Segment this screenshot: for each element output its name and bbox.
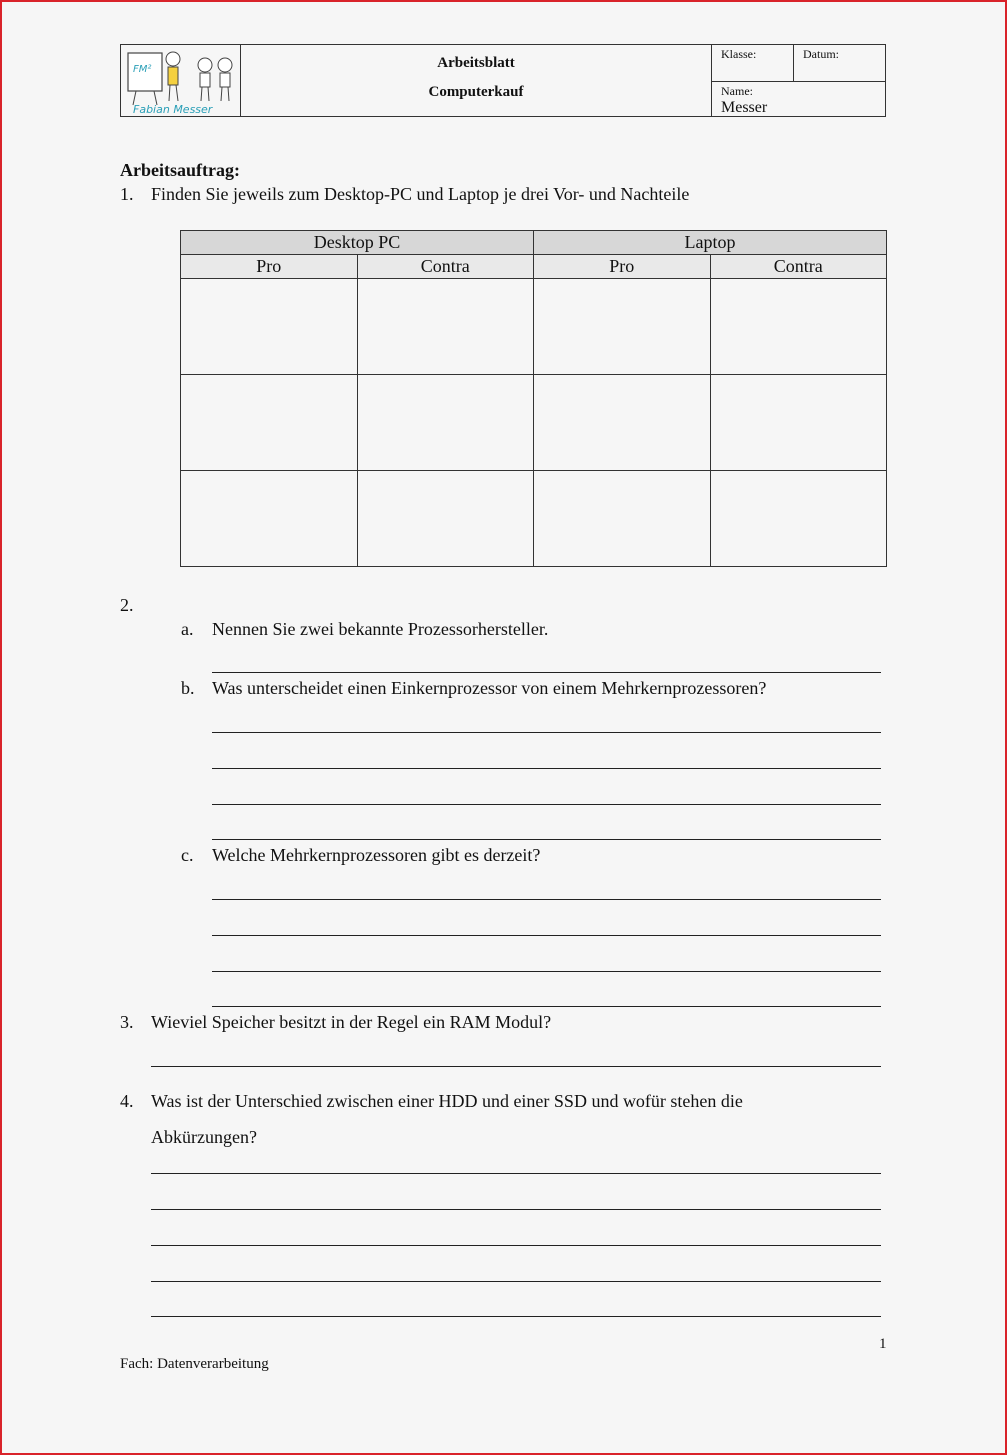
- answer-line[interactable]: [212, 899, 881, 900]
- answer-line[interactable]: [212, 672, 881, 673]
- question-1-text: Finden Sie jeweils zum Desktop-PC und Laptop je drei Vor- und Nachteile: [151, 184, 690, 204]
- answer-line[interactable]: [151, 1209, 881, 1210]
- answer-cell[interactable]: [534, 471, 711, 567]
- answer-line[interactable]: [151, 1245, 881, 1246]
- question-1-number: 1.: [120, 184, 134, 204]
- question-3-text: Wieviel Speicher besitzt in der Regel ein RAM Modul?: [151, 1012, 552, 1032]
- question-1: [120, 184, 689, 205]
- question-3: [120, 1012, 551, 1033]
- answer-cell[interactable]: [534, 279, 711, 375]
- answer-line[interactable]: [151, 1173, 881, 1174]
- column-header-desktop-contra: Contra: [357, 255, 534, 279]
- logo-text: Fabian Messer: [133, 103, 213, 116]
- group-header-desktop: Desktop PC: [181, 231, 534, 255]
- name-field[interactable]: [712, 82, 885, 116]
- answer-cell[interactable]: [181, 471, 358, 567]
- title-cell: [241, 45, 712, 116]
- answer-line[interactable]: [212, 971, 881, 972]
- datum-field[interactable]: [794, 45, 885, 82]
- question-2c-text: Welche Mehrkernprozessoren gibt es derzeit?: [212, 845, 541, 865]
- question-2a: [181, 619, 548, 640]
- column-header-desktop-pro: Pro: [181, 255, 358, 279]
- column-header-laptop-pro: Pro: [534, 255, 711, 279]
- answer-line[interactable]: [212, 935, 881, 936]
- question-2c-label: c.: [181, 845, 194, 865]
- logo: [121, 45, 241, 116]
- question-2a-text: Nennen Sie zwei bekannte Prozessorhersteller.: [212, 619, 549, 639]
- logo-illustration-icon: [121, 45, 240, 116]
- question-2b-text: Was unterscheidet einen Einkernprozessor von einem Mehrkernprozessoren?: [212, 678, 767, 698]
- question-2c: [181, 845, 540, 866]
- answer-cell[interactable]: [181, 279, 358, 375]
- task-heading: Arbeitsauftrag:: [120, 160, 240, 180]
- table-row: [181, 279, 887, 375]
- page-number: 1: [879, 1336, 887, 1352]
- answer-line[interactable]: [151, 1316, 881, 1317]
- answer-line[interactable]: [212, 732, 881, 733]
- answer-cell[interactable]: [710, 375, 887, 471]
- datum-label: Datum:: [803, 47, 839, 61]
- answer-line[interactable]: [151, 1281, 881, 1282]
- answer-cell[interactable]: [357, 471, 534, 567]
- column-header-laptop-contra: Contra: [710, 255, 887, 279]
- answer-cell[interactable]: [181, 375, 358, 471]
- question-3-number: 3.: [120, 1012, 134, 1032]
- group-header-laptop: Laptop: [534, 231, 887, 255]
- question-4-text: Was ist der Unterschied zwischen einer HDD und einer SSD und wofür stehen die: [151, 1091, 743, 1111]
- answer-cell[interactable]: [534, 375, 711, 471]
- question-4-number: 4.: [120, 1091, 134, 1111]
- table-row: [181, 471, 887, 567]
- worksheet-title: Arbeitsblatt: [437, 55, 515, 71]
- answer-line[interactable]: [212, 768, 881, 769]
- name-label: Name:: [721, 84, 753, 98]
- klasse-field[interactable]: [712, 45, 794, 82]
- answer-line[interactable]: [212, 839, 881, 840]
- footer-subject: Fach: Datenverarbeitung: [120, 1356, 269, 1372]
- question-4: [120, 1083, 840, 1155]
- question-2b-label: b.: [181, 678, 195, 698]
- worksheet-header: [120, 44, 886, 117]
- pro-contra-table: [180, 230, 887, 567]
- question-4-text-continued: Abkürzungen?: [151, 1127, 257, 1147]
- answer-line[interactable]: [212, 804, 881, 805]
- answer-cell[interactable]: [357, 375, 534, 471]
- worksheet-subtitle: Computerkauf: [428, 84, 524, 100]
- logo-mark: FM²: [133, 64, 152, 75]
- klasse-label: Klasse:: [721, 47, 757, 61]
- answer-line[interactable]: [151, 1066, 881, 1067]
- answer-cell[interactable]: [710, 471, 887, 567]
- question-2b: [181, 678, 766, 699]
- table-row: [181, 375, 887, 471]
- answer-cell[interactable]: [710, 279, 887, 375]
- answer-cell[interactable]: [357, 279, 534, 375]
- question-2-number: 2.: [120, 595, 134, 615]
- name-value: Messer: [721, 99, 768, 116]
- answer-line[interactable]: [212, 1006, 881, 1007]
- question-2a-label: a.: [181, 619, 194, 639]
